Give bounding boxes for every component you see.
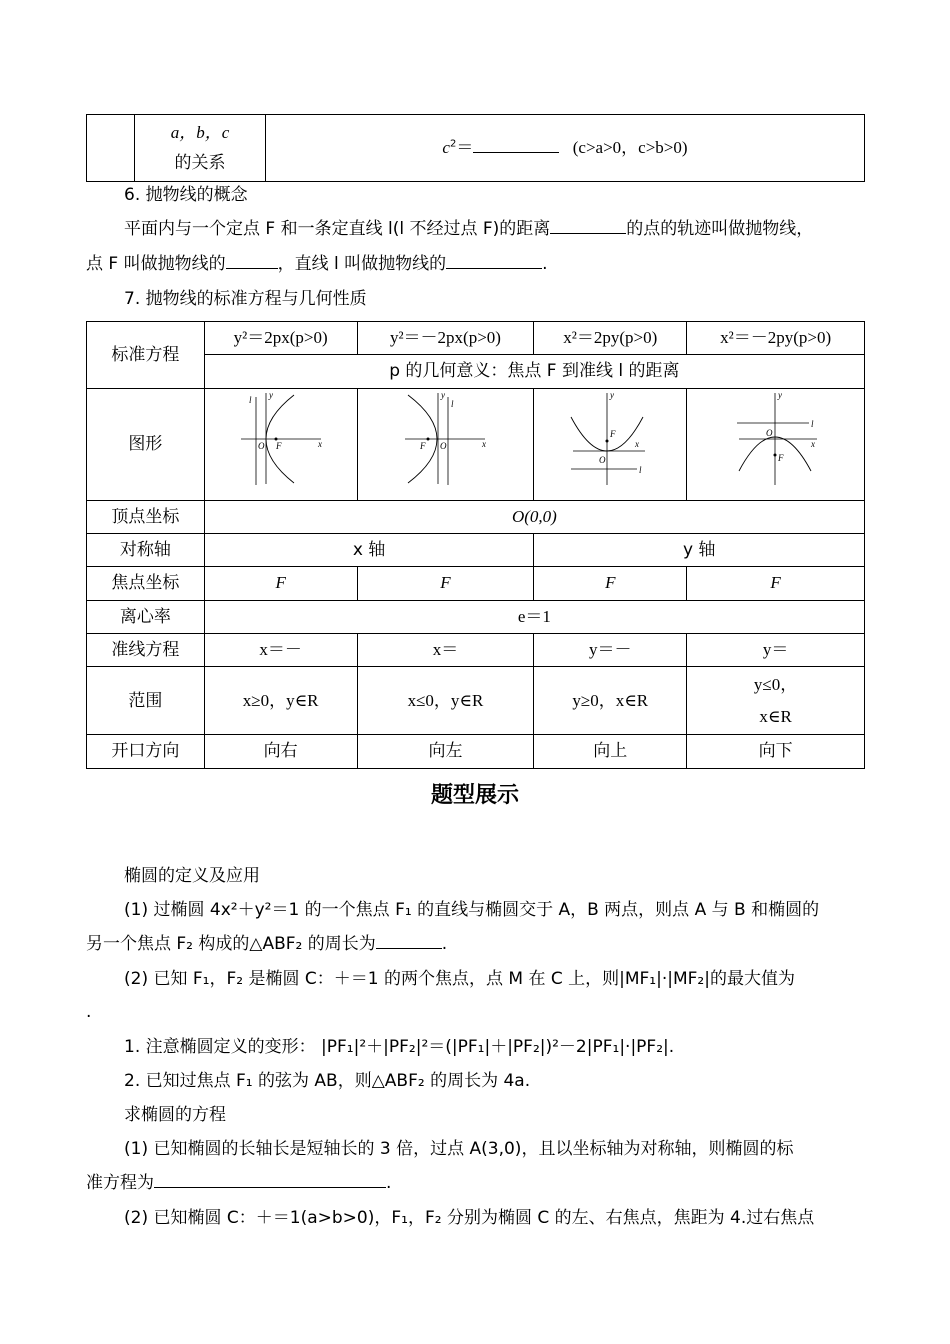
graph-label-l: l <box>810 418 814 429</box>
q1-note2: 2. 已知过焦点 F₁ 的弦为 AB，则△ABF₂ 的周长为 4a. <box>124 1071 531 1091</box>
vertex-value: O(0,0) <box>204 500 864 533</box>
equation-left: y²＝－2px(p>0) <box>357 322 534 355</box>
range-right: x≥0，y∈R <box>204 667 357 735</box>
section6-line2-a: 点 F 叫做抛物线的 <box>86 254 226 274</box>
q2-topic: 求椭圆的方程 <box>124 1105 226 1125</box>
section6-line2-b: ，直线 l 叫做抛物线的 <box>277 254 447 274</box>
q1-p1-line2 <box>86 930 866 958</box>
row-label-directrix: 准线方程 <box>87 634 205 667</box>
section6-line1 <box>124 215 904 243</box>
section6-line1-a: 平面内与一个定点 F 和一条定直线 l(l 不经过点 F)的距离 <box>124 219 551 239</box>
graph-label-x: x <box>482 438 487 449</box>
formula-eq: ＝ <box>456 137 474 158</box>
focus-down-text: F <box>770 573 781 593</box>
graph-cell-left <box>357 388 534 500</box>
q1-p1-line2-a: 另一个焦点 F₂ 构成的△ABF₂ 的周长为 <box>86 934 376 954</box>
q2-equation-blank[interactable] <box>154 1173 386 1188</box>
range-up: y≥0，x∈R <box>534 667 687 735</box>
graph-label-y: y <box>268 389 273 400</box>
graph-label-y: y <box>777 389 782 400</box>
focus-right <box>204 567 357 600</box>
row-label-axis: 对称轴 <box>87 534 205 567</box>
directrix-blank[interactable] <box>446 254 542 269</box>
parabola-right-graph <box>236 389 326 489</box>
parabola-up-graph <box>565 389 655 489</box>
graph-cell-up <box>534 388 687 500</box>
graph-label-y: y <box>610 389 615 400</box>
parabola-properties-table <box>86 321 865 769</box>
q1-p1-line2-b: . <box>441 934 448 954</box>
range-down-a: y≤0， <box>753 674 798 694</box>
axis-x-value: x 轴 <box>204 534 534 567</box>
section6-line1-b: 的点的轨迹叫做抛物线， <box>626 219 814 239</box>
section-title: 题型展示 <box>430 783 519 808</box>
row-label-equation: 标准方程 <box>87 322 205 389</box>
formula-c: c <box>442 137 450 157</box>
q1-perimeter-blank[interactable] <box>376 934 442 949</box>
graph-label-o: O <box>440 440 447 451</box>
relation-label-vars: a，b，c <box>170 123 230 142</box>
graph-label-l: l <box>248 394 252 405</box>
graph-label-o: O <box>765 427 773 438</box>
focus-up <box>534 567 687 600</box>
range-down <box>687 667 865 735</box>
focus-right-text: F <box>275 573 286 593</box>
graph-cell-down <box>687 388 865 500</box>
equation-down: x²＝－2py(p>0) <box>687 322 865 355</box>
row-label-range: 范围 <box>87 667 205 735</box>
q1-p1-line1: (1) 过椭圆 4x²＋y²＝1 的一个焦点 F₁ 的直线与椭圆交于 A，B 两点，则点 A 与 B 和椭圆的 <box>124 900 820 920</box>
graph-label-f: F <box>420 440 426 451</box>
graph-label-l: l <box>451 398 454 409</box>
directrix-down: y＝ <box>687 634 865 667</box>
row-label-focus: 焦点坐标 <box>87 567 205 600</box>
range-left: x≤0，y∈R <box>357 667 534 735</box>
distance-blank[interactable] <box>550 219 626 234</box>
focus-down <box>687 567 865 600</box>
eccentricity-value: e＝1 <box>204 600 864 633</box>
graph-label-f: F <box>610 428 616 439</box>
q2-p1-line2-a: 准方程为 <box>86 1173 154 1193</box>
q1-p2-line1: (2) 已知 F₁，F₂ 是椭圆 C：＋＝1 的两个焦点，点 M 在 C 上，则|MF₁|·|MF₂|的最大值为 <box>124 969 795 989</box>
row-label-eccentricity: 离心率 <box>87 600 205 633</box>
graph-label-l: l <box>639 464 642 475</box>
focus-left-text: F <box>440 573 451 593</box>
parabola-left-graph <box>400 389 490 489</box>
q2-p1-line2 <box>86 1169 866 1197</box>
q1-note1: 1. 注意椭圆定义的变形： |PF₁|²＋|PF₂|²＝(|PF₁|＋|PF₂|)²－2|PF₁|·|PF₂|. <box>124 1037 675 1057</box>
opening-down: 向下 <box>687 735 865 768</box>
directrix-up: y＝－ <box>534 634 687 667</box>
range-down-b: x∈R <box>759 706 792 726</box>
graph-label-x: x <box>317 438 322 449</box>
graph-label-y: y <box>441 389 446 400</box>
empty-cell <box>87 115 135 182</box>
graph-label-f: F <box>275 440 282 451</box>
graph-label-f: F <box>777 452 784 463</box>
formula-blank[interactable] <box>473 138 559 153</box>
ellipse-relation-table <box>86 114 865 182</box>
opening-up: 向上 <box>534 735 687 768</box>
equation-right: y²＝2px(p>0) <box>204 322 357 355</box>
parabola-down-graph <box>731 389 821 489</box>
axis-y-value: y 轴 <box>534 534 865 567</box>
relation-formula-cell <box>266 115 865 182</box>
q1-topic: 椭圆的定义及应用 <box>124 866 260 886</box>
directrix-right: x＝－ <box>204 634 357 667</box>
graph-label-x: x <box>635 438 640 449</box>
opening-right: 向右 <box>204 735 357 768</box>
row-label-vertex: 顶点坐标 <box>87 500 205 533</box>
section6-heading: 6. 抛物线的概念 <box>124 185 248 205</box>
equation-up: x²＝2py(p>0) <box>534 322 687 355</box>
focus-left <box>357 567 534 600</box>
q1-p2-line2: . <box>86 1002 92 1022</box>
graph-label-o: O <box>599 454 606 465</box>
section6-line2-c: . <box>542 254 548 274</box>
formula-sup: 2 <box>449 138 457 150</box>
graph-label-x: x <box>810 438 815 449</box>
formula-condition: (c>a>0，c>b>0) <box>572 137 688 157</box>
directrix-left: x＝ <box>357 634 534 667</box>
relation-label-cell <box>135 115 266 182</box>
row-label-graph: 图形 <box>87 388 205 500</box>
q2-p1-line1: (1) 已知椭圆的长轴长是短轴长的 3 倍，过点 A(3,0)，且以坐标轴为对称轴，则椭圆的标 <box>124 1139 794 1159</box>
section6-line2 <box>86 250 866 278</box>
focus-up-text: F <box>605 573 616 593</box>
focus-blank[interactable] <box>226 254 278 269</box>
opening-left: 向左 <box>357 735 534 768</box>
graph-cell-right <box>204 388 357 500</box>
section7-heading: 7. 抛物线的标准方程与几何性质 <box>124 289 367 309</box>
row-label-opening: 开口方向 <box>87 735 205 768</box>
relation-label-text: 的关系 <box>174 153 226 173</box>
q2-p1-line2-b: . <box>386 1173 392 1193</box>
p-meaning: p 的几何意义：焦点 F 到准线 l 的距离 <box>204 355 864 388</box>
q2-p2-line1: (2) 已知椭圆 C：＋＝1(a>b>0)，F₁，F₂ 分别为椭圆 C 的左、右焦点，焦距为 4.过右焦点 <box>124 1208 815 1228</box>
graph-label-o: O <box>257 440 265 451</box>
